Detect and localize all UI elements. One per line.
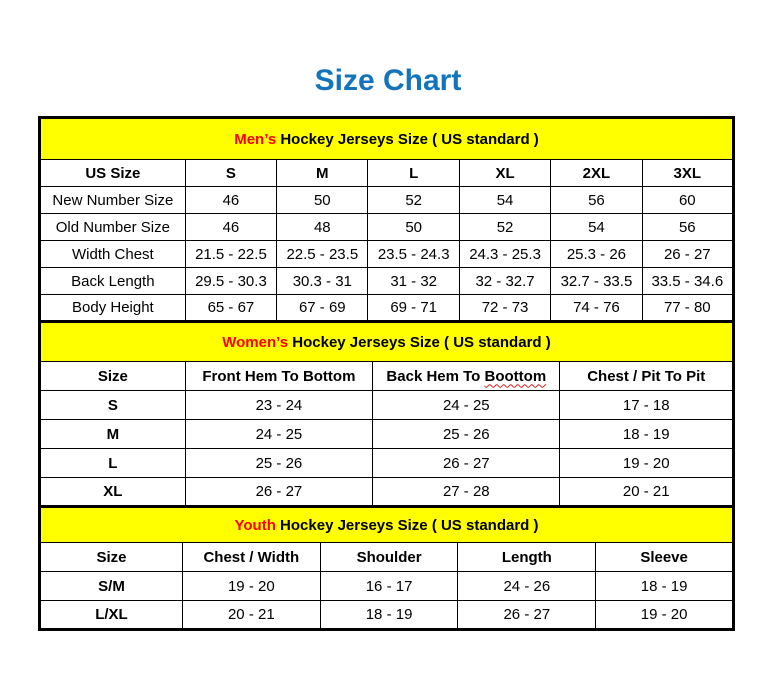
cell: 46 [185, 214, 276, 241]
table-row [40, 268, 734, 295]
column-header: S [185, 160, 276, 187]
cell: 30.3 - 31 [277, 268, 368, 295]
cell: 22.5 - 23.5 [277, 241, 368, 268]
cell: 19 - 20 [182, 572, 320, 601]
cell: 24 - 25 [373, 391, 560, 420]
row-label: Width Chest [40, 241, 186, 268]
cell: 24.3 - 25.3 [459, 241, 550, 268]
cell: 26 - 27 [642, 241, 733, 268]
cell: 48 [277, 214, 368, 241]
row-label: M [40, 420, 186, 449]
youth-banner-row [40, 507, 734, 543]
cell: 33.5 - 34.6 [642, 268, 733, 295]
row-label: XL [40, 478, 186, 507]
column-header: Length [458, 543, 596, 572]
cell: 19 - 20 [596, 601, 734, 630]
table-row [40, 214, 734, 241]
table-row [40, 391, 734, 420]
cell: 21.5 - 22.5 [185, 241, 276, 268]
cell: 24 - 25 [185, 420, 372, 449]
cell: 54 [459, 187, 550, 214]
table-row [40, 420, 734, 449]
misspelled-word: Boottom [484, 367, 547, 385]
column-header-row [40, 160, 734, 187]
youth-banner-highlight: Youth [234, 516, 276, 534]
womens-table-banner [40, 322, 734, 362]
cell: 26 - 27 [185, 478, 372, 507]
mens-table-banner [40, 118, 734, 160]
table-row [40, 241, 734, 268]
cell: 52 [368, 187, 459, 214]
womens-banner-text: Hockey Jerseys Size ( US standard ) [288, 333, 551, 351]
row-label: L/XL [40, 601, 183, 630]
cell: 77 - 80 [642, 295, 733, 322]
cell: 20 - 21 [560, 478, 734, 507]
cell: 74 - 76 [551, 295, 642, 322]
cell: 56 [642, 214, 733, 241]
cell: 69 - 71 [368, 295, 459, 322]
table-row [40, 449, 734, 478]
cell: 50 [277, 187, 368, 214]
row-label: Back Length [40, 268, 186, 295]
column-header: Shoulder [320, 543, 458, 572]
column-header: Chest / Pit To Pit [560, 362, 734, 391]
column-header: L [368, 160, 459, 187]
cell: 19 - 20 [560, 449, 734, 478]
cell: 29.5 - 30.3 [185, 268, 276, 295]
cell: 23.5 - 24.3 [368, 241, 459, 268]
womens-size-table [38, 320, 735, 508]
cell: 18 - 19 [596, 572, 734, 601]
cell: 25 - 26 [373, 420, 560, 449]
cell: 50 [368, 214, 459, 241]
cell: 24 - 26 [458, 572, 596, 601]
cell: 17 - 18 [560, 391, 734, 420]
cell: 18 - 19 [320, 601, 458, 630]
row-label: S [40, 391, 186, 420]
column-header: XL [459, 160, 550, 187]
column-header: Sleeve [596, 543, 734, 572]
cell: 46 [185, 187, 276, 214]
cell: 60 [642, 187, 733, 214]
mens-banner-row [40, 118, 734, 160]
column-header: Size [40, 362, 186, 391]
youth-table-banner [40, 507, 734, 543]
cell: 67 - 69 [277, 295, 368, 322]
row-label: Body Height [40, 295, 186, 322]
mens-size-table [38, 116, 735, 323]
row-label: Old Number Size [40, 214, 186, 241]
cell: 27 - 28 [373, 478, 560, 507]
table-row [40, 601, 734, 630]
row-label: New Number Size [40, 187, 186, 214]
mens-banner-text: Hockey Jerseys Size ( US standard ) [276, 130, 539, 148]
youth-size-table [38, 505, 735, 631]
cell: 52 [459, 214, 550, 241]
table-row [40, 187, 734, 214]
cell: 31 - 32 [368, 268, 459, 295]
mens-banner-highlight: Men’s [234, 130, 277, 148]
size-chart [38, 116, 735, 631]
cell: 18 - 19 [560, 420, 734, 449]
row-label: L [40, 449, 186, 478]
column-header: Size [40, 543, 183, 572]
cell: 23 - 24 [185, 391, 372, 420]
column-header-row [40, 362, 734, 391]
cell: 16 - 17 [320, 572, 458, 601]
cell: 25.3 - 26 [551, 241, 642, 268]
column-header: US Size [40, 160, 186, 187]
cell: 72 - 73 [459, 295, 550, 322]
column-header: M [277, 160, 368, 187]
column-header [373, 362, 560, 391]
cell: 20 - 21 [182, 601, 320, 630]
column-header: Front Hem To Bottom [185, 362, 372, 391]
column-header: Chest / Width [182, 543, 320, 572]
table-row [40, 478, 734, 507]
cell: 54 [551, 214, 642, 241]
row-label: S/M [40, 572, 183, 601]
cell: 25 - 26 [185, 449, 372, 478]
cell: 32.7 - 33.5 [551, 268, 642, 295]
cell: 32 - 32.7 [459, 268, 550, 295]
column-header-text: Back Hem To [386, 367, 485, 385]
page-title: Size Chart [314, 64, 462, 97]
cell: 65 - 67 [185, 295, 276, 322]
table-row [40, 572, 734, 601]
column-header: 2XL [551, 160, 642, 187]
cell: 56 [551, 187, 642, 214]
cell: 26 - 27 [458, 601, 596, 630]
womens-banner-row [40, 322, 734, 362]
column-header: 3XL [642, 160, 733, 187]
cell: 26 - 27 [373, 449, 560, 478]
column-header-row [40, 543, 734, 572]
womens-banner-highlight: Women’s [222, 333, 289, 351]
table-row [40, 295, 734, 322]
youth-banner-text: Hockey Jerseys Size ( US standard ) [275, 516, 539, 534]
